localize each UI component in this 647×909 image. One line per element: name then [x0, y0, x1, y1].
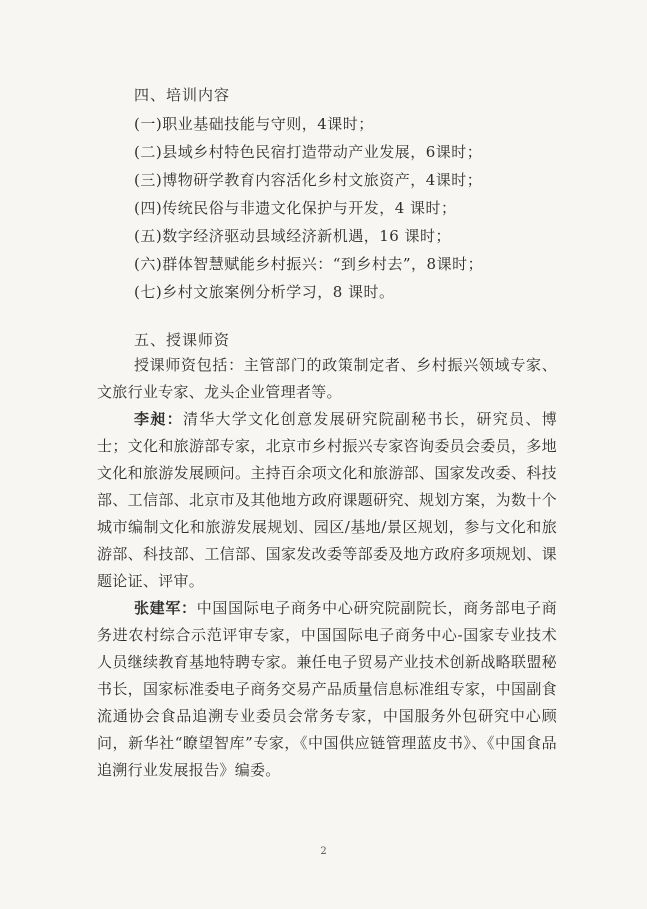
teacher-2-paragraph: [97, 595, 557, 784]
training-item-4: (四)传统民俗与非遗文化保护与开发，4 课时；: [134, 199, 457, 217]
training-item-5: (五)数字经济驱动县域经济新机遇，16 课时；: [134, 227, 452, 245]
training-item-1: (一)职业基础技能与守则，4课时；: [134, 115, 374, 133]
training-item-6: (六)群体智慧赋能乡村振兴：“到乡村去”，8课时；: [134, 255, 484, 273]
teacher-1-bio: 清华大学文化创意发展研究院副秘书长，研究员、博士；文化和旅游部专家，北京市乡村振兴专家咨询委员会委员，多地文化和旅游发展顾问。主持百余项文化和旅游部、国家发改委、科技部、工信部、北京市及其他地方政府课题研究、规划方案，为数十个城市编制文化和旅游发展规划、园区/基地/景区规划，参与文化和旅游部、科技部、工信部、国家发改委等部委及地方政府多项规划、课题论证、评审。: [97, 410, 558, 590]
section-4-title: 四、培训内容: [134, 86, 231, 104]
page-number: 2: [320, 846, 327, 857]
section-5-title: 五、授课师资: [134, 331, 231, 349]
training-item-3: (三)博物研学教育内容活化乡村文旅资产，4课时；: [134, 171, 483, 189]
faculty-intro: 授课师资包括：主管部门的政策制定者、乡村振兴领域专家、文旅行业专家、龙头企业管理者等。: [97, 356, 557, 401]
training-item-2: (二)县域乡村特色民宿打造带动产业发展，6课时；: [134, 143, 483, 161]
teacher-2-bio: 中国国际电子商务中心研究院副院长，商务部电子商务进农村综合示范评审专家，中国国际电子商务中心-国家专业技术人员继续教育基地特聘专家。兼任电子贸易产业技术创新战略联盟秘书长，国家标准委电子商务交易产品质量信息标准组专家，中国副食流通协会食品追溯专业委员会常务专家，中国服务外包研究中心顾问，新华社“瞭望智库”专家，《中国供应链管理蓝皮书》、《中国食品追溯行业发展报告》编委。: [97, 599, 558, 779]
teacher-1-name: 李昶：: [134, 410, 183, 428]
training-item-7: (七)乡村文旅案例分析学习，8 课时。: [134, 283, 395, 301]
teacher-1-paragraph: [97, 406, 557, 595]
teacher-2-name: 张建军：: [134, 599, 197, 617]
